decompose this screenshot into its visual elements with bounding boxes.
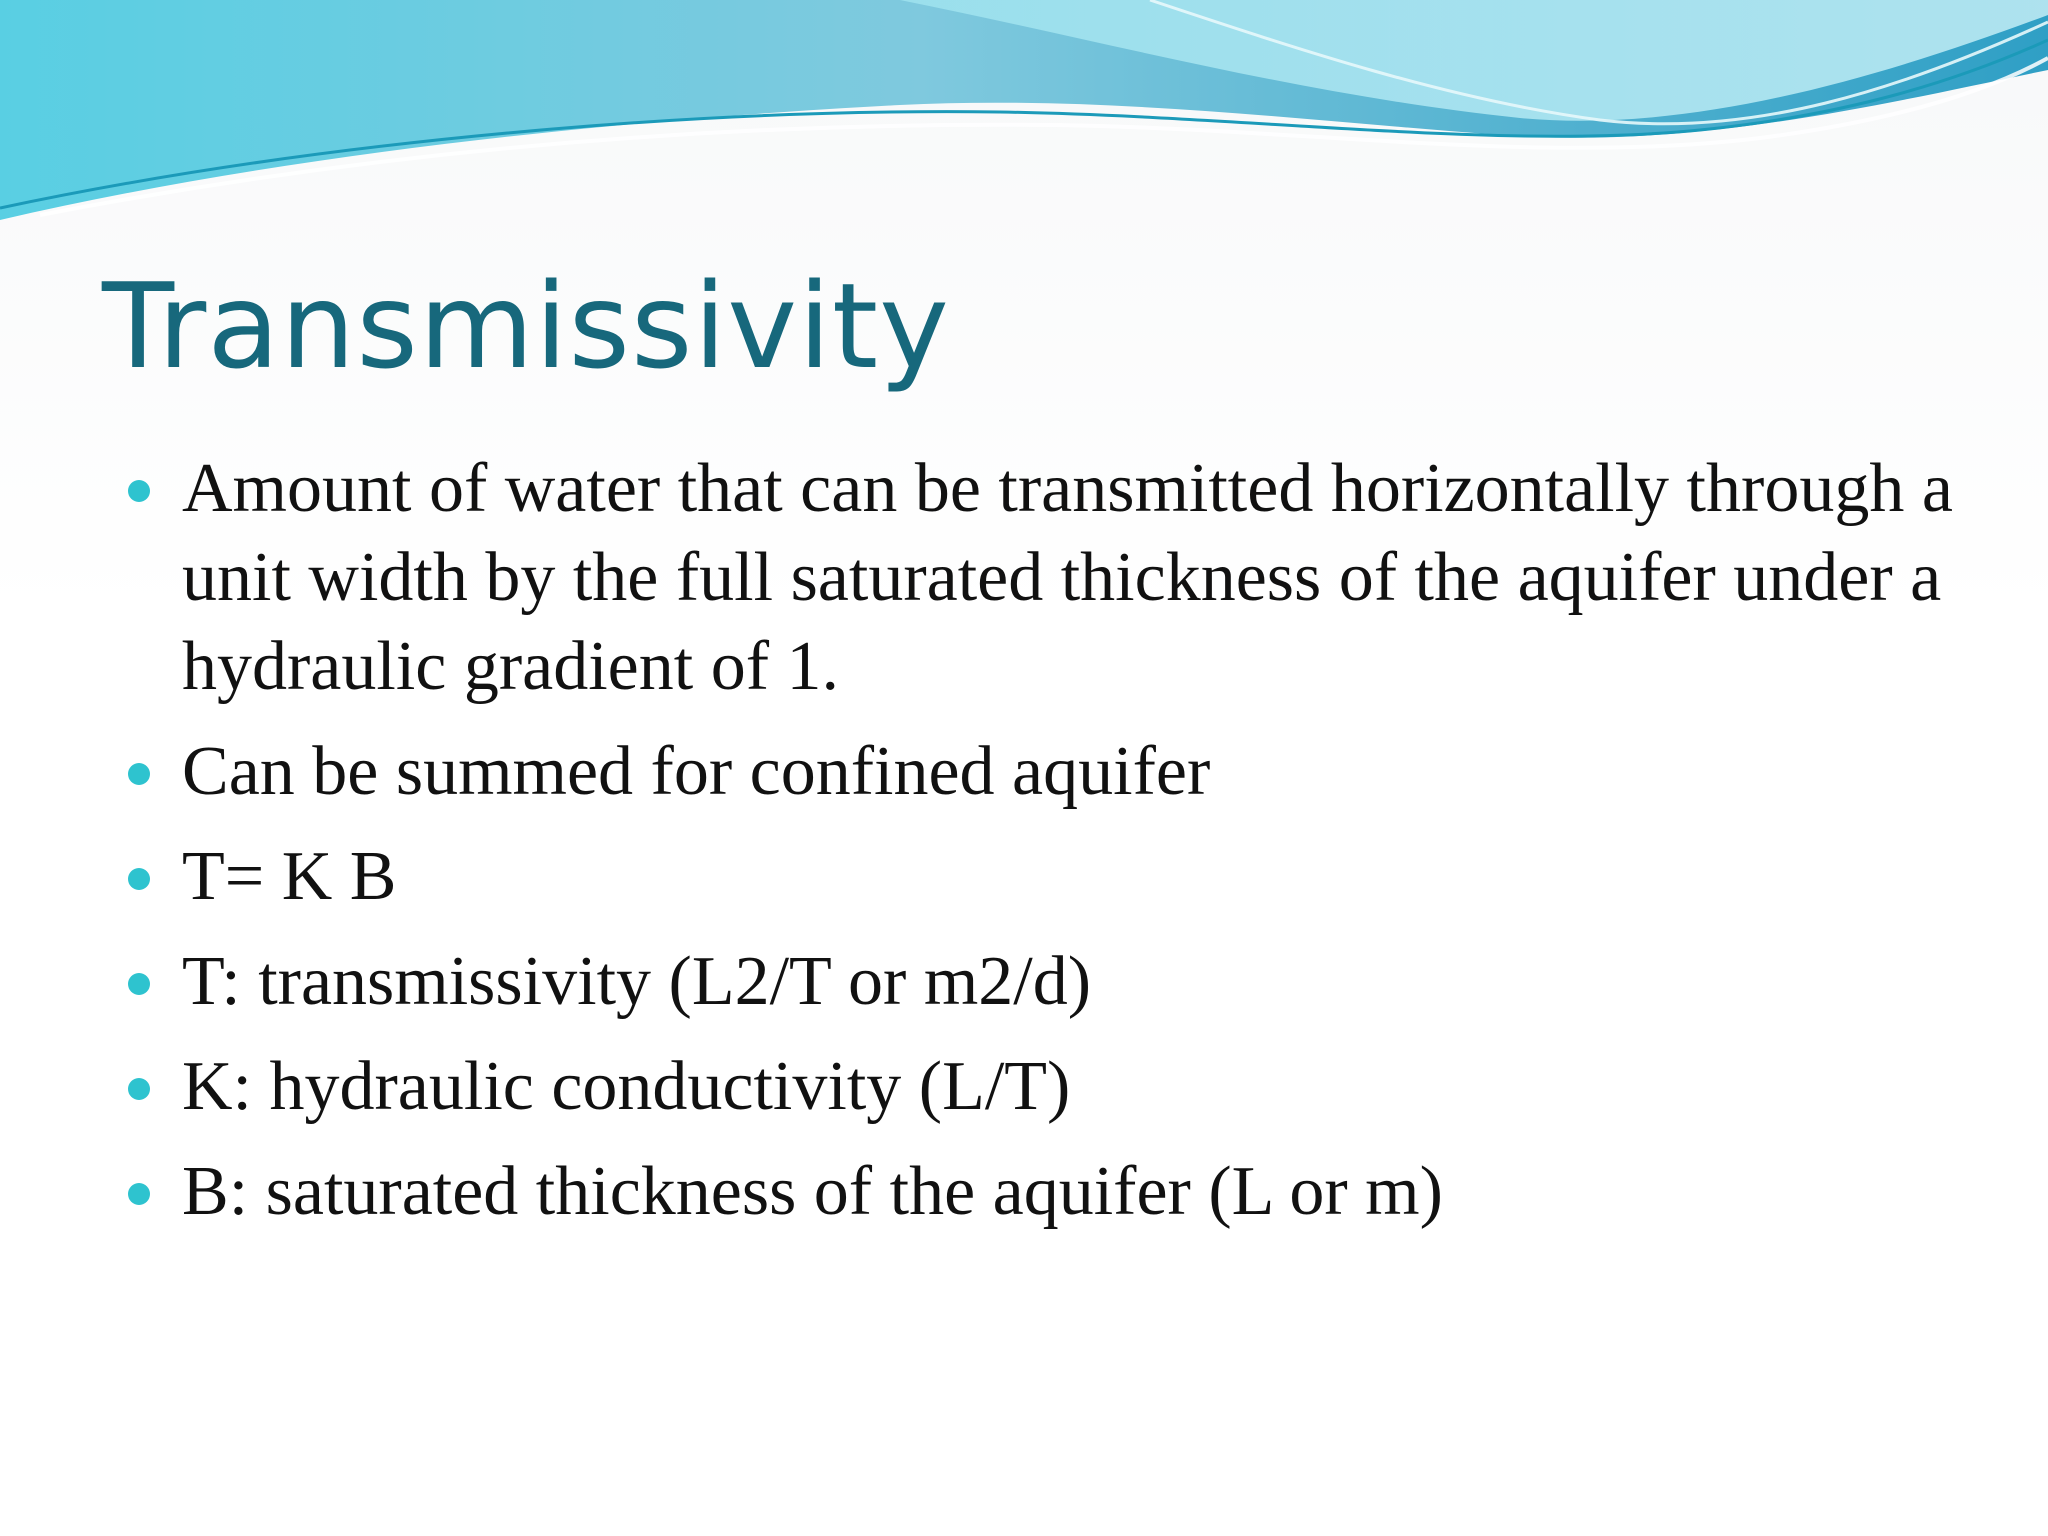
bullet-text: B: saturated thickness of the aquifer (L or m) <box>182 1153 1443 1230</box>
bullet-item <box>124 937 1984 1026</box>
bullet-text: Amount of water that can be transmitted horizontally through a unit width by the full saturated thickness of the aquifer under a hydraulic gradient of 1. <box>182 450 1953 705</box>
bullet-text: Can be summed for confined aquifer <box>182 733 1211 810</box>
bullet-dot-icon <box>128 763 150 785</box>
slide-title: Transmissivity <box>102 257 951 395</box>
bullet-item <box>124 1042 1984 1131</box>
wave-banner <box>0 0 2048 240</box>
bullet-item <box>124 727 1984 816</box>
bullet-item <box>124 832 1984 921</box>
bullet-item <box>124 444 1984 711</box>
bullet-item <box>124 1147 1984 1236</box>
bullet-text: K: hydraulic conductivity (L/T) <box>182 1048 1071 1125</box>
bullet-dot-icon <box>128 973 150 995</box>
bullet-list <box>124 444 1984 1252</box>
bullet-dot-icon <box>128 1078 150 1100</box>
bullet-text: T: transmissivity (L2/T or m2/d) <box>182 943 1092 1020</box>
bullet-dot-icon <box>128 1183 150 1205</box>
bullet-dot-icon <box>128 868 150 890</box>
bullet-text: T= K B <box>182 838 397 915</box>
bullet-dot-icon <box>128 480 150 502</box>
